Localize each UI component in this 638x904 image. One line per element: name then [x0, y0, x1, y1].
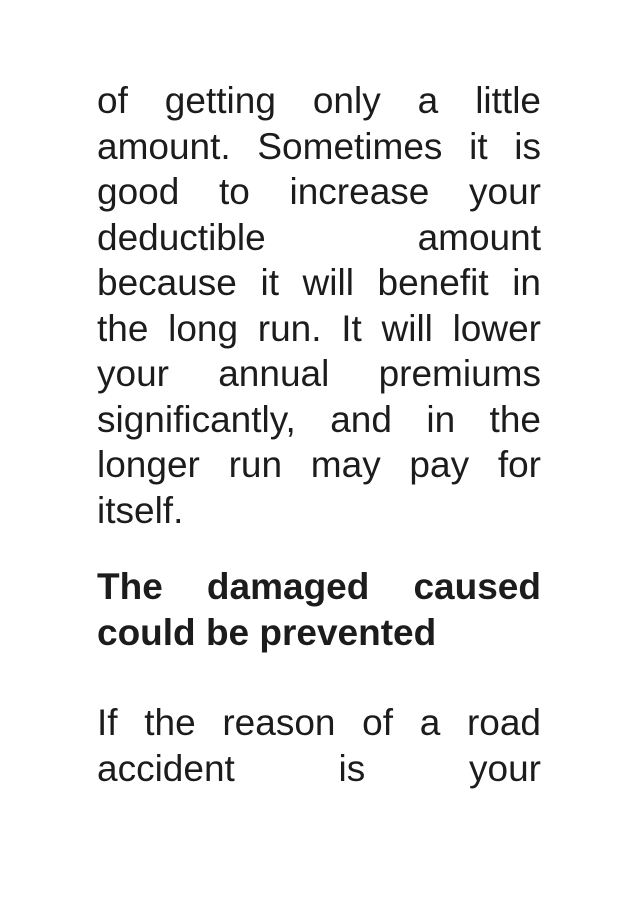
heading-line: The damaged caused	[97, 566, 541, 607]
paragraph-line: longer run may pay for	[97, 444, 541, 485]
body-paragraph	[97, 700, 541, 791]
paragraph-line: the long run. It will lower	[97, 307, 541, 349]
paragraph-line: good to increase your	[97, 171, 541, 212]
paragraph-line: because it will benefit in	[97, 262, 541, 303]
paragraph-line: amount. Sometimes it is	[97, 125, 541, 167]
section-heading	[97, 564, 541, 655]
heading-line: could be prevented	[97, 611, 437, 653]
paragraph-line: deductible amount	[97, 216, 541, 258]
body-paragraph	[97, 78, 541, 533]
paragraph-line: of getting only a little	[97, 80, 541, 121]
paragraph-line: your annual premiums	[97, 353, 541, 394]
paragraph-line: accident is your	[97, 747, 541, 789]
paragraph-line: itself.	[97, 489, 184, 531]
paragraph-line: If the reason of a road	[97, 702, 541, 743]
paragraph-line: significantly, and in the	[97, 398, 541, 440]
